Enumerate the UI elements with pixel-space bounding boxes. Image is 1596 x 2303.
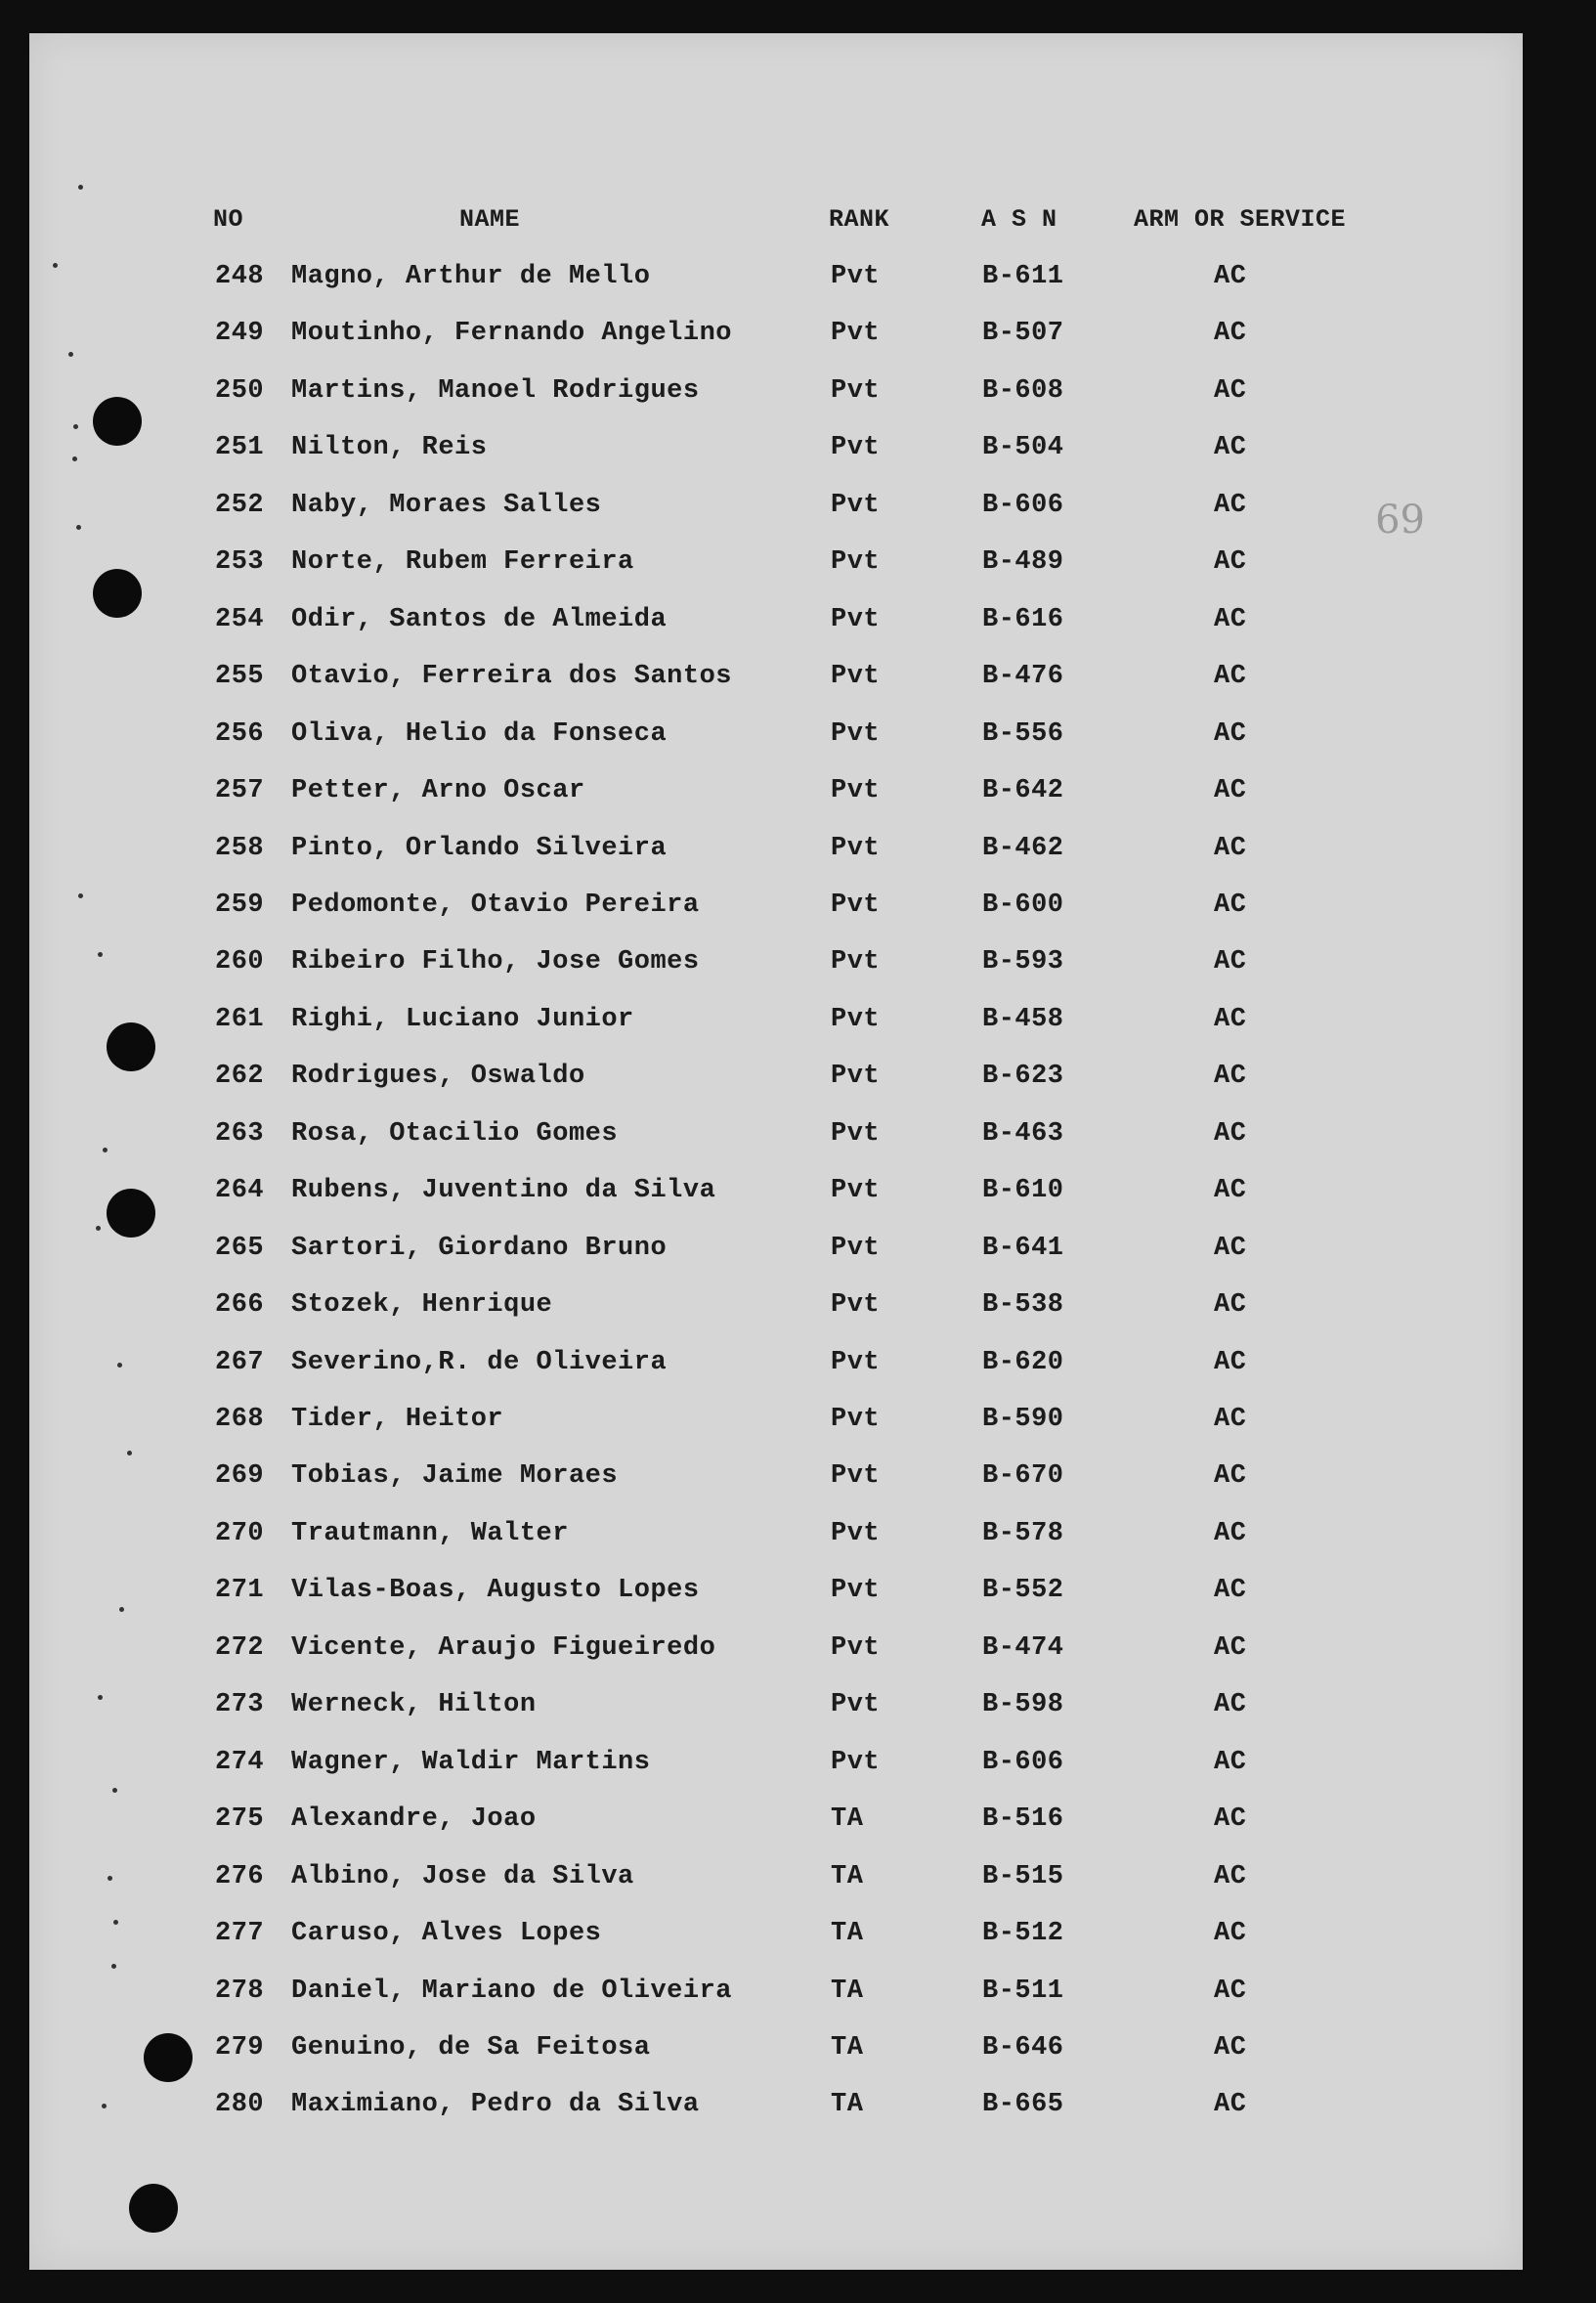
entry-name: Maximiano, Pedro da Silva	[291, 2090, 700, 2120]
entry-rank: Pvt	[831, 1747, 881, 1777]
entry-number: 252	[215, 490, 265, 520]
table-row	[29, 1461, 1523, 1500]
entry-name: Wagner, Waldir Martins	[291, 1747, 651, 1777]
table-row	[29, 547, 1523, 587]
entry-arm-or-service: AC	[1214, 1747, 1247, 1777]
entry-rank: Pvt	[831, 1176, 881, 1206]
entry-number: 263	[215, 1118, 265, 1149]
entry-rank: Pvt	[831, 490, 881, 520]
header-asn: A S N	[981, 205, 1057, 234]
entry-arm-or-service: AC	[1214, 604, 1247, 634]
table-row	[29, 719, 1523, 759]
entry-name: Righi, Luciano Junior	[291, 1004, 634, 1034]
entry-arm-or-service: AC	[1214, 1233, 1247, 1263]
entry-rank: Pvt	[831, 776, 881, 806]
entry-rank: Pvt	[831, 1461, 881, 1492]
entry-number: 275	[215, 1804, 265, 1835]
entry-asn: B-593	[982, 947, 1064, 978]
table-row	[29, 1519, 1523, 1558]
entry-number: 272	[215, 1632, 265, 1663]
table-row	[29, 1005, 1523, 1044]
entry-number: 277	[215, 1919, 265, 1949]
entry-name: Oliva, Helio da Fonseca	[291, 718, 668, 749]
entry-rank: Pvt	[831, 433, 881, 463]
entry-arm-or-service: AC	[1214, 1518, 1247, 1548]
entry-asn: B-600	[982, 890, 1064, 920]
table-row	[29, 262, 1523, 301]
entry-number: 280	[215, 2090, 265, 2120]
entry-name: Sartori, Giordano Bruno	[291, 1233, 668, 1263]
entry-asn: B-474	[982, 1632, 1064, 1663]
table-row	[29, 1977, 1523, 2016]
entry-number: 278	[215, 1976, 265, 2006]
entry-asn: B-620	[982, 1347, 1064, 1377]
entry-rank: Pvt	[831, 547, 881, 578]
entry-asn: B-611	[982, 262, 1064, 291]
punch-hole	[129, 2184, 178, 2233]
entry-number: 271	[215, 1576, 265, 1606]
entry-rank: Pvt	[831, 1405, 881, 1434]
entry-rank: Pvt	[831, 947, 881, 978]
table-row	[29, 2090, 1523, 2129]
table-row	[29, 1176, 1523, 1215]
entry-number: 279	[215, 2032, 265, 2063]
entry-arm-or-service: AC	[1214, 1632, 1247, 1663]
entry-asn: B-512	[982, 1919, 1064, 1949]
speck	[96, 1226, 101, 1231]
entry-rank: Pvt	[831, 319, 881, 349]
entry-number: 276	[215, 1861, 265, 1891]
entry-arm-or-service: AC	[1214, 1461, 1247, 1492]
entry-number: 260	[215, 947, 265, 978]
entry-asn: B-598	[982, 1690, 1064, 1720]
entry-name: Daniel, Mariano de Oliveira	[291, 1976, 732, 2006]
entry-rank: TA	[831, 1976, 864, 2006]
entry-arm-or-service: AC	[1214, 2032, 1247, 2063]
entry-name: Tobias, Jaime Moraes	[291, 1461, 619, 1492]
entry-asn: B-476	[982, 662, 1064, 692]
table-row	[29, 1633, 1523, 1673]
entry-rank: TA	[831, 2090, 864, 2120]
entry-asn: B-642	[982, 776, 1064, 806]
entry-rank: TA	[831, 1804, 864, 1835]
entry-arm-or-service: AC	[1214, 375, 1247, 406]
entry-asn: B-606	[982, 490, 1064, 520]
table-row	[29, 776, 1523, 815]
entry-name: Vicente, Araujo Figueiredo	[291, 1632, 716, 1663]
entry-asn: B-578	[982, 1518, 1064, 1548]
entry-asn: B-458	[982, 1004, 1064, 1034]
entry-name: Tider, Heitor	[291, 1405, 504, 1434]
entry-asn: B-646	[982, 2032, 1064, 2063]
table-row	[29, 1348, 1523, 1387]
entry-number: 258	[215, 833, 265, 863]
entry-arm-or-service: AC	[1214, 1176, 1247, 1206]
entry-name: Moutinho, Fernando Angelino	[291, 319, 732, 349]
entry-arm-or-service: AC	[1214, 1576, 1247, 1606]
speck	[78, 185, 83, 190]
entry-asn: B-462	[982, 833, 1064, 863]
entry-asn: B-641	[982, 1233, 1064, 1263]
entry-rank: TA	[831, 2032, 864, 2063]
entry-name: Albino, Jose da Silva	[291, 1861, 634, 1891]
entry-name: Naby, Moraes Salles	[291, 490, 602, 520]
entry-name: Rodrigues, Oswaldo	[291, 1062, 585, 1092]
entry-rank: TA	[831, 1919, 864, 1949]
table-row	[29, 605, 1523, 644]
table-row	[29, 491, 1523, 530]
entry-name: Rosa, Otacilio Gomes	[291, 1118, 619, 1149]
entry-number: 255	[215, 662, 265, 692]
entry-number: 259	[215, 890, 265, 920]
entry-number: 248	[215, 262, 265, 291]
entry-number: 262	[215, 1062, 265, 1092]
entry-name: Otavio, Ferreira dos Santos	[291, 662, 732, 692]
entry-arm-or-service: AC	[1214, 776, 1247, 806]
header-name: NAME	[459, 205, 521, 234]
table-row	[29, 1062, 1523, 1101]
entry-name: Stozek, Henrique	[291, 1290, 553, 1321]
entry-asn: B-606	[982, 1747, 1064, 1777]
entry-name: Norte, Rubem Ferreira	[291, 547, 634, 578]
entry-rank: Pvt	[831, 1004, 881, 1034]
entry-number: 251	[215, 433, 265, 463]
entry-number: 254	[215, 604, 265, 634]
speck	[111, 1964, 116, 1969]
entry-arm-or-service: AC	[1214, 319, 1247, 349]
table-row	[29, 1804, 1523, 1844]
entry-asn: B-610	[982, 1176, 1064, 1206]
entry-name: Alexandre, Joao	[291, 1804, 537, 1835]
entry-name: Magno, Arthur de Mello	[291, 262, 651, 291]
entry-arm-or-service: AC	[1214, 1690, 1247, 1720]
entry-rank: Pvt	[831, 1062, 881, 1092]
table-row	[29, 1862, 1523, 1901]
entry-number: 249	[215, 319, 265, 349]
entry-name: Nilton, Reis	[291, 433, 488, 463]
entry-rank: Pvt	[831, 1632, 881, 1663]
entry-arm-or-service: AC	[1214, 1919, 1247, 1949]
entry-rank: Pvt	[831, 718, 881, 749]
entry-asn: B-511	[982, 1976, 1064, 2006]
margin-page-number: 69	[1375, 498, 1425, 543]
entry-arm-or-service: AC	[1214, 1405, 1247, 1434]
table-row	[29, 1119, 1523, 1158]
entry-number: 265	[215, 1233, 265, 1263]
table-row	[29, 319, 1523, 358]
entry-name: Rubens, Juventino da Silva	[291, 1176, 716, 1206]
entry-name: Petter, Arno Oscar	[291, 776, 585, 806]
entry-arm-or-service: AC	[1214, 262, 1247, 291]
entry-arm-or-service: AC	[1214, 1804, 1247, 1835]
entry-rank: Pvt	[831, 662, 881, 692]
table-row	[29, 891, 1523, 930]
entry-name: Severino,R. de Oliveira	[291, 1347, 668, 1377]
entry-number: 256	[215, 718, 265, 749]
entry-rank: Pvt	[831, 1233, 881, 1263]
entry-number: 253	[215, 547, 265, 578]
entry-arm-or-service: AC	[1214, 1004, 1247, 1034]
entry-asn: B-608	[982, 375, 1064, 406]
entry-number: 270	[215, 1518, 265, 1548]
table-row	[29, 1290, 1523, 1329]
entry-name: Trautmann, Walter	[291, 1518, 569, 1548]
table-row	[29, 1690, 1523, 1729]
entry-name: Werneck, Hilton	[291, 1690, 537, 1720]
table-row	[29, 947, 1523, 986]
entry-asn: B-616	[982, 604, 1064, 634]
entry-name: Caruso, Alves Lopes	[291, 1919, 602, 1949]
entry-asn: B-552	[982, 1576, 1064, 1606]
entry-rank: TA	[831, 1861, 864, 1891]
entry-rank: Pvt	[831, 1290, 881, 1321]
entry-rank: Pvt	[831, 1690, 881, 1720]
entry-rank: Pvt	[831, 890, 881, 920]
entry-arm-or-service: AC	[1214, 1347, 1247, 1377]
entry-arm-or-service: AC	[1214, 1062, 1247, 1092]
entry-arm-or-service: AC	[1214, 1861, 1247, 1891]
speck	[112, 1788, 117, 1793]
entry-arm-or-service: AC	[1214, 718, 1247, 749]
entry-asn: B-590	[982, 1405, 1064, 1434]
table-row	[29, 376, 1523, 415]
entry-rank: Pvt	[831, 1576, 881, 1606]
entry-asn: B-504	[982, 433, 1064, 463]
entry-asn: B-516	[982, 1804, 1064, 1835]
table-row	[29, 1748, 1523, 1787]
entry-arm-or-service: AC	[1214, 833, 1247, 863]
table-row	[29, 834, 1523, 873]
entry-rank: Pvt	[831, 604, 881, 634]
entry-number: 250	[215, 375, 265, 406]
entry-number: 264	[215, 1176, 265, 1206]
table-row	[29, 1405, 1523, 1444]
entry-rank: Pvt	[831, 262, 881, 291]
table-row	[29, 662, 1523, 701]
entry-name: Martins, Manoel Rodrigues	[291, 375, 700, 406]
speck	[73, 424, 78, 429]
entry-asn: B-623	[982, 1062, 1064, 1092]
entry-arm-or-service: AC	[1214, 490, 1247, 520]
entry-asn: B-507	[982, 319, 1064, 349]
table-row	[29, 2033, 1523, 2072]
header-arm-or-service: ARM OR SERVICE	[1134, 205, 1347, 234]
entry-number: 261	[215, 1004, 265, 1034]
entry-name: Odir, Santos de Almeida	[291, 604, 668, 634]
entry-arm-or-service: AC	[1214, 662, 1247, 692]
entry-arm-or-service: AC	[1214, 1290, 1247, 1321]
entry-asn: B-665	[982, 2090, 1064, 2120]
table-row	[29, 1576, 1523, 1615]
entry-name: Pinto, Orlando Silveira	[291, 833, 668, 863]
entry-number: 268	[215, 1405, 265, 1434]
entry-arm-or-service: AC	[1214, 547, 1247, 578]
document-page	[29, 33, 1523, 2270]
entry-number: 257	[215, 776, 265, 806]
entry-asn: B-489	[982, 547, 1064, 578]
header-no: NO	[213, 205, 244, 234]
entry-name: Vilas-Boas, Augusto Lopes	[291, 1576, 700, 1606]
entry-name: Ribeiro Filho, Jose Gomes	[291, 947, 700, 978]
entry-rank: Pvt	[831, 375, 881, 406]
header-rank: RANK	[829, 205, 890, 234]
entry-asn: B-463	[982, 1118, 1064, 1149]
entry-arm-or-service: AC	[1214, 947, 1247, 978]
entry-arm-or-service: AC	[1214, 433, 1247, 463]
entry-rank: Pvt	[831, 1518, 881, 1548]
entry-number: 267	[215, 1347, 265, 1377]
table-row	[29, 1234, 1523, 1273]
entry-rank: Pvt	[831, 833, 881, 863]
entry-number: 274	[215, 1747, 265, 1777]
entry-asn: B-556	[982, 718, 1064, 749]
entry-arm-or-service: AC	[1214, 1118, 1247, 1149]
entry-arm-or-service: AC	[1214, 890, 1247, 920]
table-row	[29, 433, 1523, 472]
entry-name: Genuino, de Sa Feitosa	[291, 2032, 651, 2063]
speck	[127, 1451, 132, 1456]
entry-asn: B-670	[982, 1461, 1064, 1492]
entry-asn: B-538	[982, 1290, 1064, 1321]
entry-arm-or-service: AC	[1214, 1976, 1247, 2006]
table-row	[29, 1919, 1523, 1958]
entry-number: 273	[215, 1690, 265, 1720]
entry-rank: Pvt	[831, 1118, 881, 1149]
entry-arm-or-service: AC	[1214, 2090, 1247, 2120]
entry-asn: B-515	[982, 1861, 1064, 1891]
entry-number: 269	[215, 1461, 265, 1492]
entry-rank: Pvt	[831, 1347, 881, 1377]
entry-number: 266	[215, 1290, 265, 1321]
entry-name: Pedomonte, Otavio Pereira	[291, 890, 700, 920]
